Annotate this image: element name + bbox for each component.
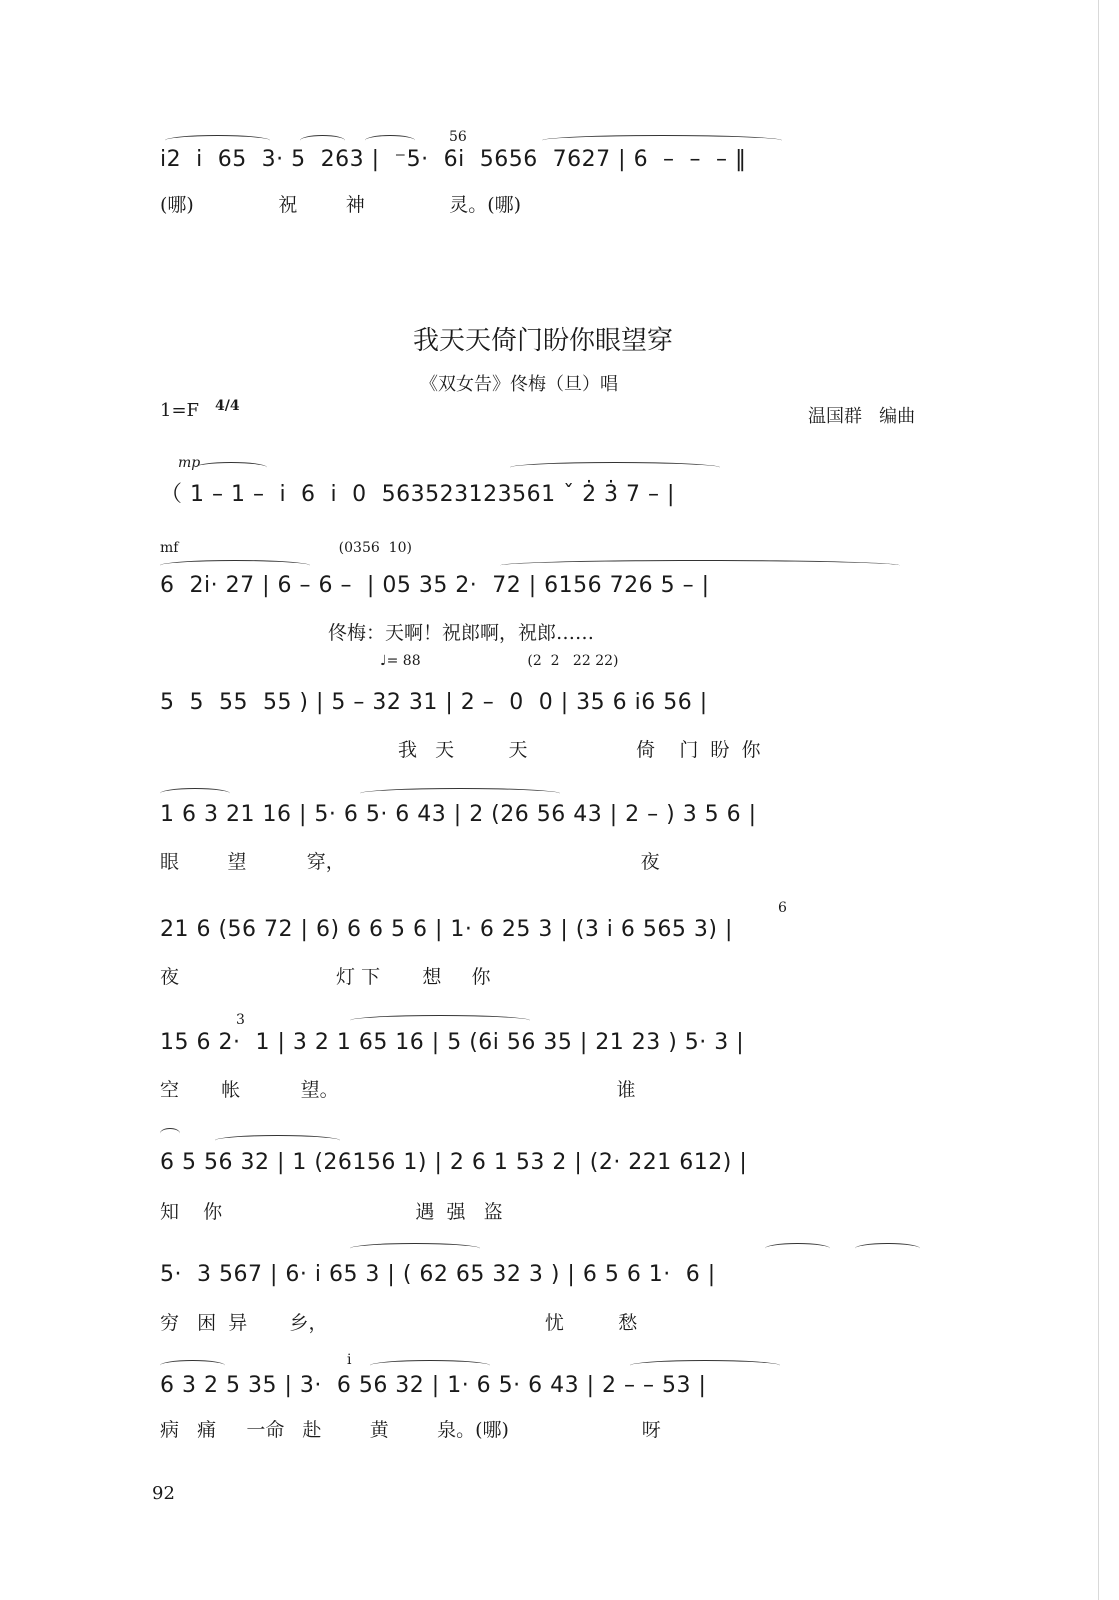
slur xyxy=(365,135,415,146)
slur xyxy=(160,1360,225,1371)
system-8-notes: 5· 3 567 | 6· i 65 3 | ( 62 65 32 3 ) | 6 5 6 1· 6 | xyxy=(160,1262,716,1287)
top-system-notes: i2 i 65 3· 5 263 | ⁻5· 6i 5656 7627 | 6 – – – ‖ xyxy=(160,147,747,172)
slur xyxy=(360,788,560,799)
system-6-lyrics: 空 帐 望。 谁 xyxy=(160,1079,636,1101)
grace-note: i xyxy=(347,1352,352,1368)
system-8-lyrics: 穷 困 异 乡， 忧 愁 xyxy=(160,1312,638,1334)
slur xyxy=(510,462,720,473)
dynamics-marking: mp xyxy=(178,455,201,471)
composer-credit: 温国群 编曲 xyxy=(808,406,916,427)
slur xyxy=(855,1243,920,1254)
slur xyxy=(195,462,267,473)
system-1-notes: （ 1 – 1 – i 6 i 0 563523123561 ˇ 2̇ 3̇ 7 – | xyxy=(160,482,675,507)
system-7-notes: 6 5 56 32 | 1 (26156 1) | 2 6 1 53 2 | (2· 221 612) | xyxy=(160,1150,748,1175)
slur xyxy=(165,135,270,146)
dynamics-marking: mf (0356 10) xyxy=(160,540,412,556)
grace-note: 6 xyxy=(778,900,787,916)
slur xyxy=(765,1243,830,1254)
system-9-notes: 6 3 2 5 35 | 3· 6 56 32 | 1· 6 5· 6 43 | 2 – – 53 | xyxy=(160,1373,707,1398)
slur xyxy=(630,1360,780,1371)
slur xyxy=(160,788,230,799)
system-4-lyrics: 眼 望 穿， 夜 xyxy=(160,851,660,873)
slur xyxy=(350,1015,530,1026)
tempo-marking: ♩= 88 (2 2 22 22) xyxy=(380,653,619,669)
key-signature: 1=F xyxy=(160,400,200,421)
time-signature: 4/4 xyxy=(215,398,240,414)
song-subtitle: 《双女告》佟梅（旦）唱 xyxy=(420,374,618,395)
system-7-lyrics: 知 你 遇 强 盗 xyxy=(160,1201,503,1223)
system-3-notes: 5 5 55 55 ) | 5 – 32 31 | 2 – 0 0 | 35 6 i6 56 | xyxy=(160,690,708,715)
system-2-lyrics: 佟梅：天啊！祝郎啊，祝郎…… xyxy=(328,622,595,644)
slur xyxy=(160,1128,180,1139)
grace-note: 3 xyxy=(236,1012,245,1028)
slur xyxy=(500,560,900,571)
song-title: 我天天倚门盼你眼望穿 xyxy=(413,326,674,356)
slur xyxy=(370,1360,490,1371)
slur xyxy=(350,1243,480,1254)
grace-note-top: 56 xyxy=(449,129,467,145)
system-6-notes: 15 6 2· 1 | 3 2 1 65 16 | 5 (6i 56 35 | 21 23 ) 5· 3 | xyxy=(160,1030,745,1055)
system-3-lyrics: 我 天 天 倚 门 盼 你 xyxy=(398,739,761,761)
top-system-lyrics: (哪) 祝 神 灵。(哪) xyxy=(160,194,522,216)
system-9-lyrics: 病 痛 一命 赴 黄 泉。(哪) 呀 xyxy=(160,1419,661,1441)
page-number: 92 xyxy=(152,1483,175,1504)
page-edge-line xyxy=(1098,0,1099,1600)
slur xyxy=(542,135,782,146)
system-4-notes: 1 6 3 21 16 | 5· 6 5· 6 43 | 2 (26 56 43 | 2 – ) 3 5 6 | xyxy=(160,802,757,827)
system-5-lyrics: 夜 灯 下 想 你 xyxy=(160,966,491,988)
slur xyxy=(160,560,310,571)
slur xyxy=(300,135,345,146)
system-2-notes: 6 2i· 27 | 6 – 6 – | 05 35 2· 72 | 6156 726 5 – | xyxy=(160,573,710,598)
slur xyxy=(215,1135,340,1146)
system-5-notes: 21 6 (56 72 | 6) 6 6 5 6 | 1· 6 25 3 | (3 i 6 565 3) | xyxy=(160,917,733,942)
